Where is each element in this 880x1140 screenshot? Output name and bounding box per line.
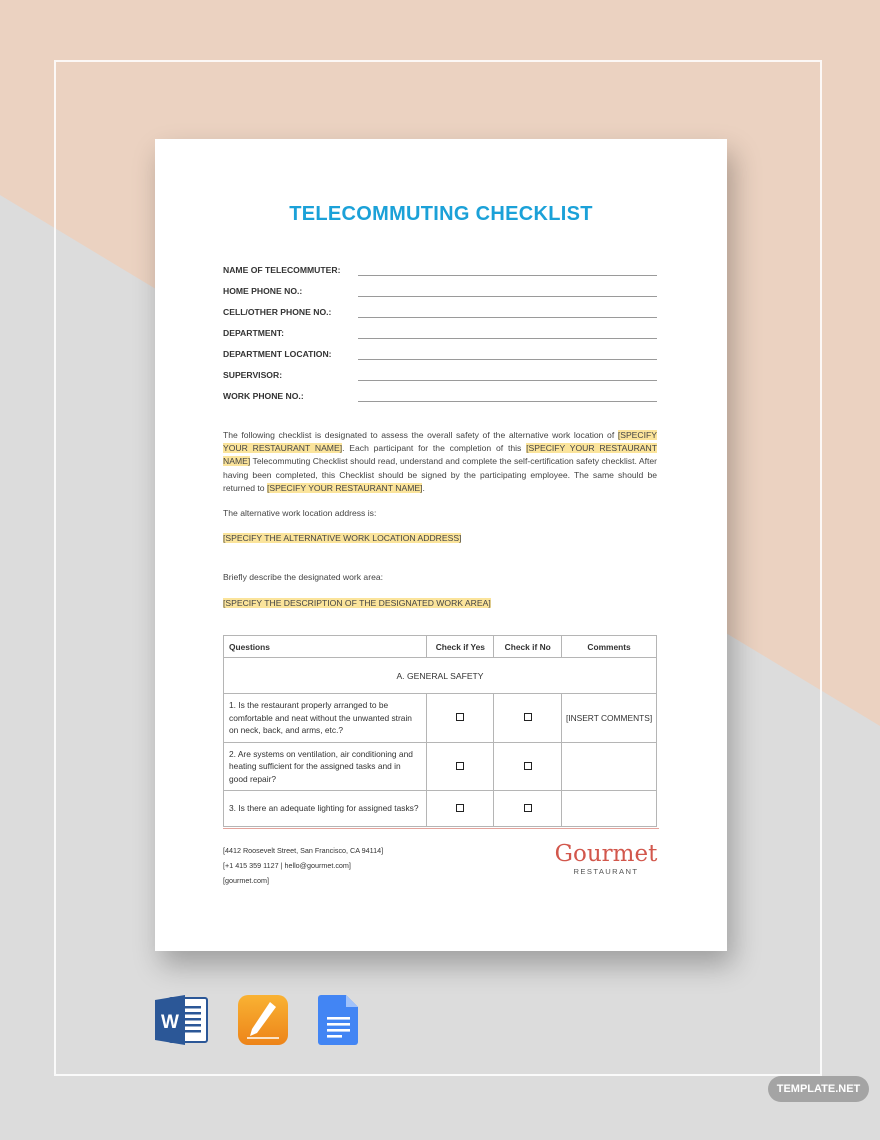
svg-text:W: W — [161, 1012, 179, 1033]
name-input-line[interactable] — [358, 275, 657, 276]
yes-checkbox[interactable] — [456, 713, 464, 721]
no-checkbox[interactable] — [524, 713, 532, 721]
supervisor-input-line[interactable] — [358, 380, 657, 381]
table-header-row — [224, 636, 657, 658]
no-checkbox[interactable] — [524, 804, 532, 812]
comment-cell[interactable]: [INSERT COMMENTS] — [562, 694, 657, 743]
logo-name: Gourmet — [554, 841, 658, 867]
work-phone-input-line[interactable] — [358, 401, 657, 402]
field-row — [223, 264, 657, 285]
intro-text: Telecommuting Checklist should read, understand and complete the self-certification safety checklist. After having been completed, this Checklist should be signed by the participating employee. The same should be returned to — [223, 456, 657, 493]
home-phone-input-line[interactable] — [358, 296, 657, 297]
intro-text: The following checklist is designated to assess the overall safety of the alternative work location of — [223, 430, 618, 440]
intro-text: . — [422, 482, 425, 493]
template-net-badge[interactable]: TEMPLATE.NET — [768, 1076, 869, 1102]
section-row — [224, 658, 657, 694]
address-placeholder: [SPECIFY THE ALTERNATIVE WORK LOCATION ADDRESS] — [223, 533, 462, 543]
area-placeholder: [SPECIFY THE DESCRIPTION OF THE DESIGNATED WORK AREA] — [223, 598, 491, 608]
question-cell: 3. Is there an adequate lighting for assigned tasks? — [224, 791, 427, 827]
column-header-yes: Check if Yes — [427, 636, 494, 658]
table-row — [224, 743, 657, 791]
word-icon[interactable] — [155, 994, 209, 1046]
field-label: DEPARTMENT: — [223, 328, 284, 338]
field-row — [223, 369, 657, 390]
address-placeholder-line — [223, 532, 657, 545]
cell-phone-input-line[interactable] — [358, 317, 657, 318]
field-row — [223, 327, 657, 348]
yes-cell — [427, 694, 494, 743]
footer-divider — [223, 828, 659, 829]
footer-contact — [223, 844, 383, 888]
column-header-no: Check if No — [494, 636, 562, 658]
field-label: HOME PHONE NO.: — [223, 286, 303, 296]
section-title: A. GENERAL SAFETY — [224, 658, 657, 694]
footer-contact-line: [+1 415 359 1127 | hello@gourmet.com] — [223, 860, 351, 870]
comment-cell[interactable] — [562, 791, 657, 827]
pages-icon[interactable] — [237, 994, 289, 1046]
field-label: SUPERVISOR: — [223, 370, 283, 380]
area-prompt: Briefly describe the designated work area: — [223, 572, 384, 582]
department-input-line[interactable] — [358, 338, 657, 339]
intro-text: . Each participant for the completion of this — [342, 443, 527, 454]
table-row — [224, 694, 657, 743]
department-location-input-line[interactable] — [358, 359, 657, 360]
field-row — [223, 306, 657, 327]
field-label: WORK PHONE NO.: — [223, 391, 304, 401]
gourmet-logo — [551, 841, 661, 876]
no-checkbox[interactable] — [524, 762, 532, 770]
restaurant-name-placeholder: [SPECIFY YOUR RESTAURANT NAME] — [223, 430, 657, 454]
question-cell: 2. Are systems on ventilation, air conditioning and heating sufficient for the assigned tasks and in good repair? — [224, 743, 427, 791]
no-cell — [494, 791, 562, 827]
restaurant-name-placeholder: [SPECIFY YOUR RESTAURANT NAME] — [266, 482, 423, 493]
field-row — [223, 390, 657, 411]
yes-checkbox[interactable] — [456, 762, 464, 770]
table-row — [224, 791, 657, 827]
document-title: TELECOMMUTING CHECKLIST — [289, 203, 593, 225]
yes-cell — [427, 743, 494, 791]
field-label: NAME OF TELECOMMUTER: — [223, 265, 341, 275]
field-label: CELL/OTHER PHONE NO.: — [223, 307, 332, 317]
column-header-questions: Questions — [224, 636, 427, 658]
footer-address: [4412 Roosevelt Street, San Francisco, CA 94114] — [223, 846, 384, 855]
yes-checkbox[interactable] — [456, 804, 464, 812]
intro-paragraph — [223, 429, 657, 495]
google-docs-icon[interactable] — [318, 994, 360, 1046]
question-cell: 1. Is the restaurant properly arranged to be comfortable and neat without the unwanted strain on neck, back, and arms, etc.? — [224, 694, 427, 743]
logo-subtitle: RESTAURANT — [573, 867, 639, 876]
comment-cell[interactable] — [562, 743, 657, 791]
telecommuter-info-fields — [223, 264, 657, 411]
yes-cell — [427, 791, 494, 827]
document-page — [155, 139, 727, 951]
footer-website: [gourmet.com] — [223, 875, 269, 885]
area-placeholder-line — [223, 597, 657, 610]
restaurant-name-placeholder: [SPECIFY YOUR RESTAURANT NAME] — [223, 443, 657, 467]
address-prompt: The alternative work location address is: — [223, 508, 377, 518]
no-cell — [494, 743, 562, 791]
no-cell — [494, 694, 562, 743]
field-label: DEPARTMENT LOCATION: — [223, 349, 332, 359]
field-row — [223, 348, 657, 369]
field-row — [223, 285, 657, 306]
column-header-comments: Comments — [562, 636, 657, 658]
safety-checklist-table — [223, 635, 657, 827]
